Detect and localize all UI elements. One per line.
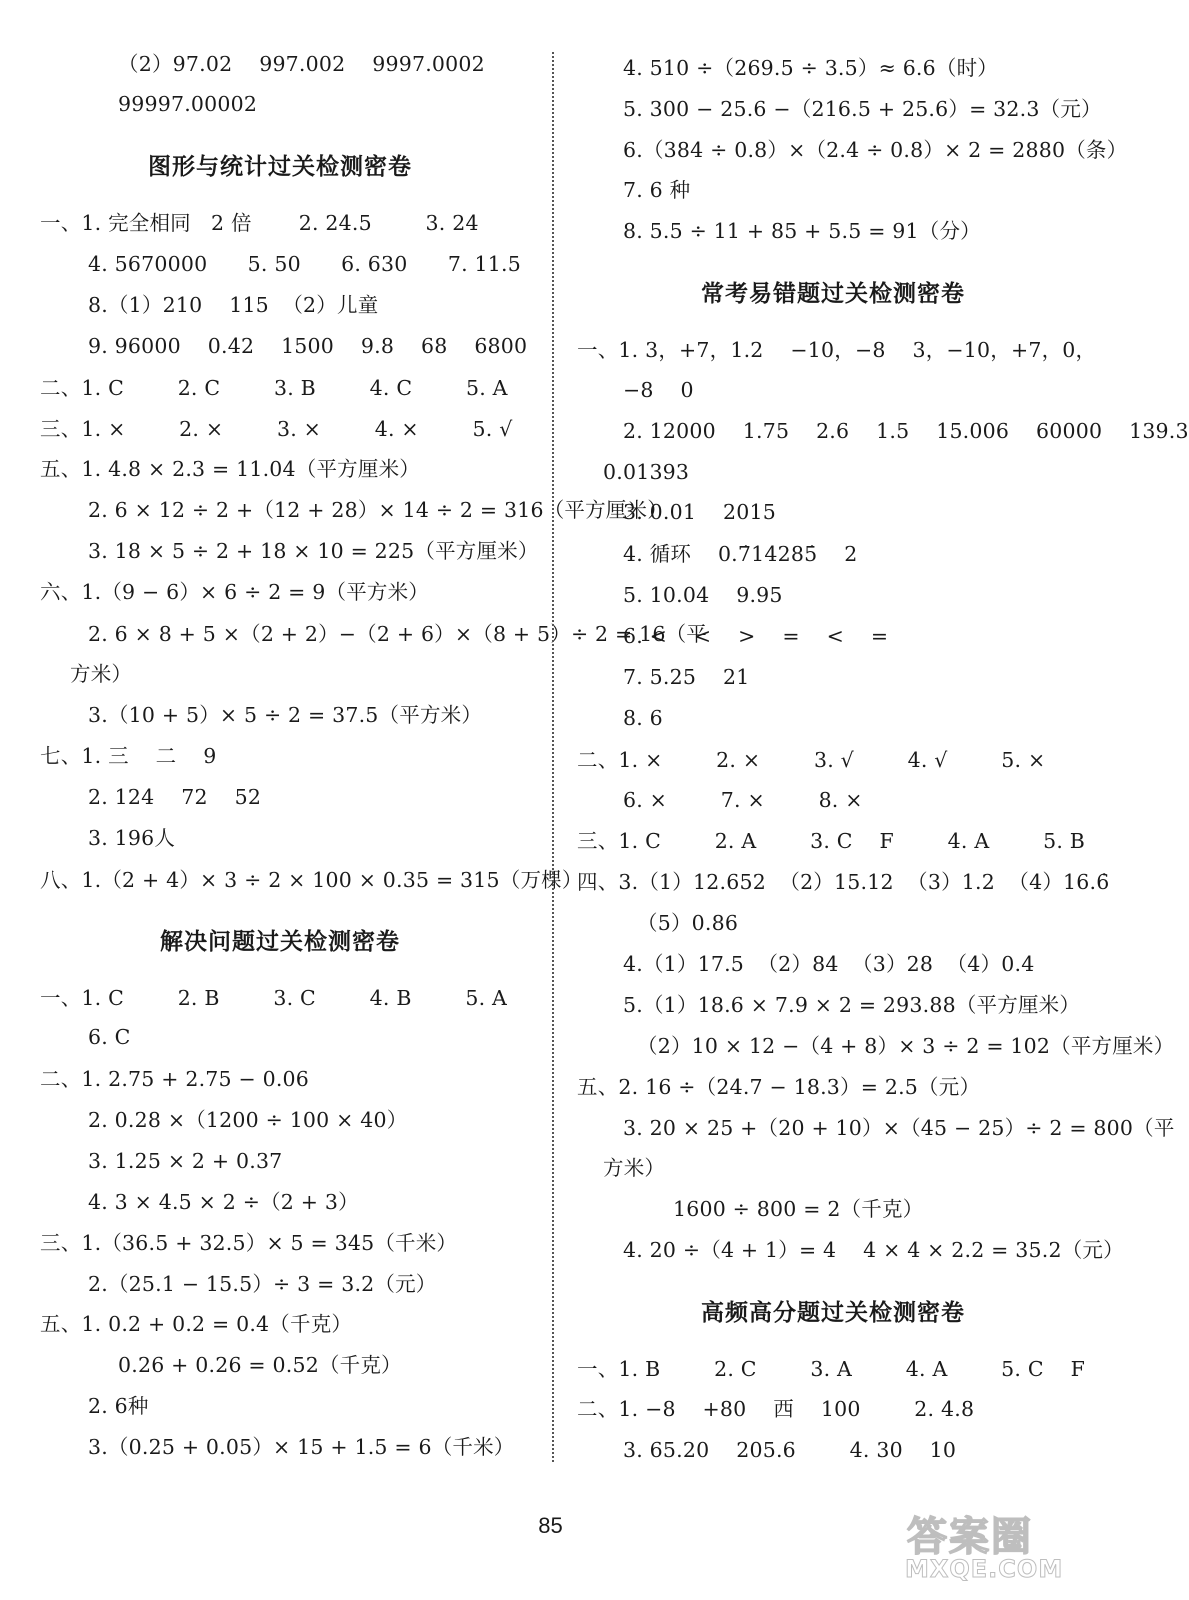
- answer-line: 5. 10.04 9.95: [623, 583, 783, 607]
- answer-line: 99997.00002: [118, 92, 258, 116]
- section-title: 高频高分题过关检测密卷: [701, 1300, 965, 1326]
- answer-line: 3. 0.01 2015: [623, 500, 776, 524]
- answer-line: （2）97.02 997.002 9997.0002: [118, 52, 485, 76]
- answer-line: 3. 1.25 × 2 + 0.37: [88, 1149, 283, 1173]
- page-number: 85: [538, 1513, 563, 1538]
- answer-line: 3.（0.25 + 0.05）× 15 + 1.5 = 6（千米）: [88, 1435, 515, 1459]
- answer-line: 方米）: [603, 1156, 666, 1180]
- answer-line: 六、1.（9 − 6）× 6 ÷ 2 = 9（平方米）: [40, 580, 429, 604]
- watermark-characters: 答案圈: [907, 1514, 1033, 1560]
- answer-line: 6. < < > = < =: [623, 624, 889, 648]
- answer-line: 2. 6 × 8 + 5 ×（2 + 2）−（2 + 6）×（8 + 5）÷ 2 = 16（平: [88, 622, 707, 646]
- answer-line: 一、1. C 2. B 3. C 4. B 5. A: [40, 986, 508, 1010]
- answer-line: 八、1.（2 + 4）× 3 ÷ 2 × 100 × 0.35 = 315（万棵）: [40, 868, 583, 892]
- watermark-logo: [905, 1505, 1085, 1585]
- answer-line: 4. 循环 0.7̇14285̇ 2: [623, 542, 858, 566]
- answer-line: 一、1. 3，+7，1.2 −10，−8 3，−10，+7，0，: [577, 338, 1097, 362]
- answer-line: 0.26 + 0.26 = 0.52（千克）: [118, 1353, 402, 1377]
- answer-line: 五、2. 16 ÷（24.7 − 18.3）= 2.5（元）: [577, 1075, 981, 1099]
- answer-line: 4. 20 ÷（4 + 1）= 4 4 × 4 × 2.2 = 35.2（元）: [623, 1238, 1124, 1262]
- answer-line: 7. 5.25 21: [623, 665, 750, 689]
- answer-line: 6. × 7. × 8. ×: [623, 788, 863, 812]
- answer-line: 四、3.（1）12.652 （2）15.12 （3）1.2 （4）16.6̇: [577, 870, 1110, 894]
- answer-line: 4. 3 × 4.5 × 2 ÷（2 + 3）: [88, 1190, 359, 1214]
- answer-line: 二、1. × 2. × 3. √ 4. √ 5. ×: [577, 748, 1046, 772]
- answer-line: 5.（1）18.6 × 7.9 × 2 = 293.88（平方厘米）: [623, 993, 1081, 1017]
- answer-line: 2.（25.1 − 15.5）÷ 3 = 3.2（元）: [88, 1272, 437, 1296]
- column-divider: [552, 52, 554, 1462]
- answer-line: 2. 124 72 52: [88, 785, 262, 809]
- answer-line: 5. 300 − 25.6 −（216.5 + 25.6）= 32.3（元）: [623, 97, 1102, 121]
- answer-line: 4. 5670000 5. 50 6. 630 7. 11.5: [88, 252, 521, 276]
- answer-line: 2. 0.28 ×（1200 ÷ 100 × 40）: [88, 1108, 408, 1132]
- answer-line: 3.（10 + 5）× 5 ÷ 2 = 37.5（平方米）: [88, 703, 483, 727]
- answer-line: 3. 18 × 5 ÷ 2 + 18 × 10 = 225（平方厘米）: [88, 539, 539, 563]
- answer-line: 8. 6: [623, 706, 663, 730]
- watermark-url: MXQE.COM: [905, 1555, 1064, 1583]
- answer-line: 9. 96000 0.42 1500 9.8 68 6800: [88, 334, 528, 358]
- answer-line: 二、1. C 2. C 3. B 4. C 5. A: [40, 376, 508, 400]
- answer-line: 1600 ÷ 800 = 2（千克）: [673, 1197, 924, 1221]
- answer-line: 8. 5.5 ÷ 11 + 85 + 5.5 = 91（分）: [623, 219, 981, 243]
- answer-line: 8.（1）210 115 （2）儿童: [88, 293, 379, 317]
- answer-line: 五、1. 4.8 × 2.3 = 11.04（平方厘米）: [40, 457, 420, 481]
- answer-line: 一、1. 完全相同 2 倍 2. 24.5 3. 24: [40, 211, 479, 235]
- answer-line: 五、1. 0.2 + 0.2 = 0.4（千克）: [40, 1312, 353, 1336]
- answer-line: 七、1. 三 二 9: [40, 744, 217, 768]
- answer-line: 6.（384 ÷ 0.8）×（2.4 ÷ 0.8）× 2 = 2880（条）: [623, 138, 1128, 162]
- answer-line: 2. 6种: [88, 1394, 149, 1418]
- answer-line: 2. 12000 1.75 2.6 1.5 15.006 60000 139.3: [623, 419, 1189, 443]
- section-title: 图形与统计过关检测密卷: [148, 154, 412, 180]
- answer-line: 三、1. C 2. A 3. C F 4. A 5. B: [577, 829, 1086, 853]
- answer-line: 2. 6 × 12 ÷ 2 +（12 + 28）× 14 ÷ 2 = 316（平方厘米）: [88, 498, 668, 522]
- answer-line: 三、1. × 2. × 3. × 4. × 5. √: [40, 417, 513, 441]
- answer-line: 3. 196人: [88, 826, 176, 850]
- section-title: 常考易错题过关检测密卷: [701, 281, 965, 307]
- answer-line: 三、1.（36.5 + 32.5）× 5 = 345（千米）: [40, 1231, 458, 1255]
- answer-line: 二、1. −8 +80 西 100 2. 4.8: [577, 1397, 975, 1421]
- section-title: 解决问题过关检测密卷: [160, 929, 400, 955]
- answer-line: 3. 65.20 205.6 4. 30 10: [623, 1438, 957, 1462]
- answer-line: （2）10 × 12 −（4 + 8）× 3 ÷ 2 = 102（平方厘米）: [637, 1034, 1175, 1058]
- answer-line: 3. 20 × 25 +（20 + 10）×（45 − 25）÷ 2 = 800（平: [623, 1116, 1175, 1140]
- answer-line: 一、1. B 2. C 3. A 4. A 5. C F: [577, 1357, 1086, 1381]
- answer-line: 方米）: [70, 662, 133, 686]
- answer-line: 二、1. 2.75 + 2.75 − 0.06: [40, 1067, 310, 1091]
- answer-line: −8 0: [623, 378, 694, 402]
- answer-line: （5）0.86: [637, 911, 739, 935]
- answer-line: 7. 6 种: [623, 178, 691, 202]
- answer-line: 6. C: [88, 1025, 131, 1049]
- answer-line: 4.（1）17.5 （2）84 （3）28 （4）0.4: [623, 952, 1035, 976]
- answer-line: 4. 510 ÷（269.5 ÷ 3.5）≈ 6.6（时）: [623, 56, 998, 80]
- answer-line: 0.01393: [603, 460, 690, 484]
